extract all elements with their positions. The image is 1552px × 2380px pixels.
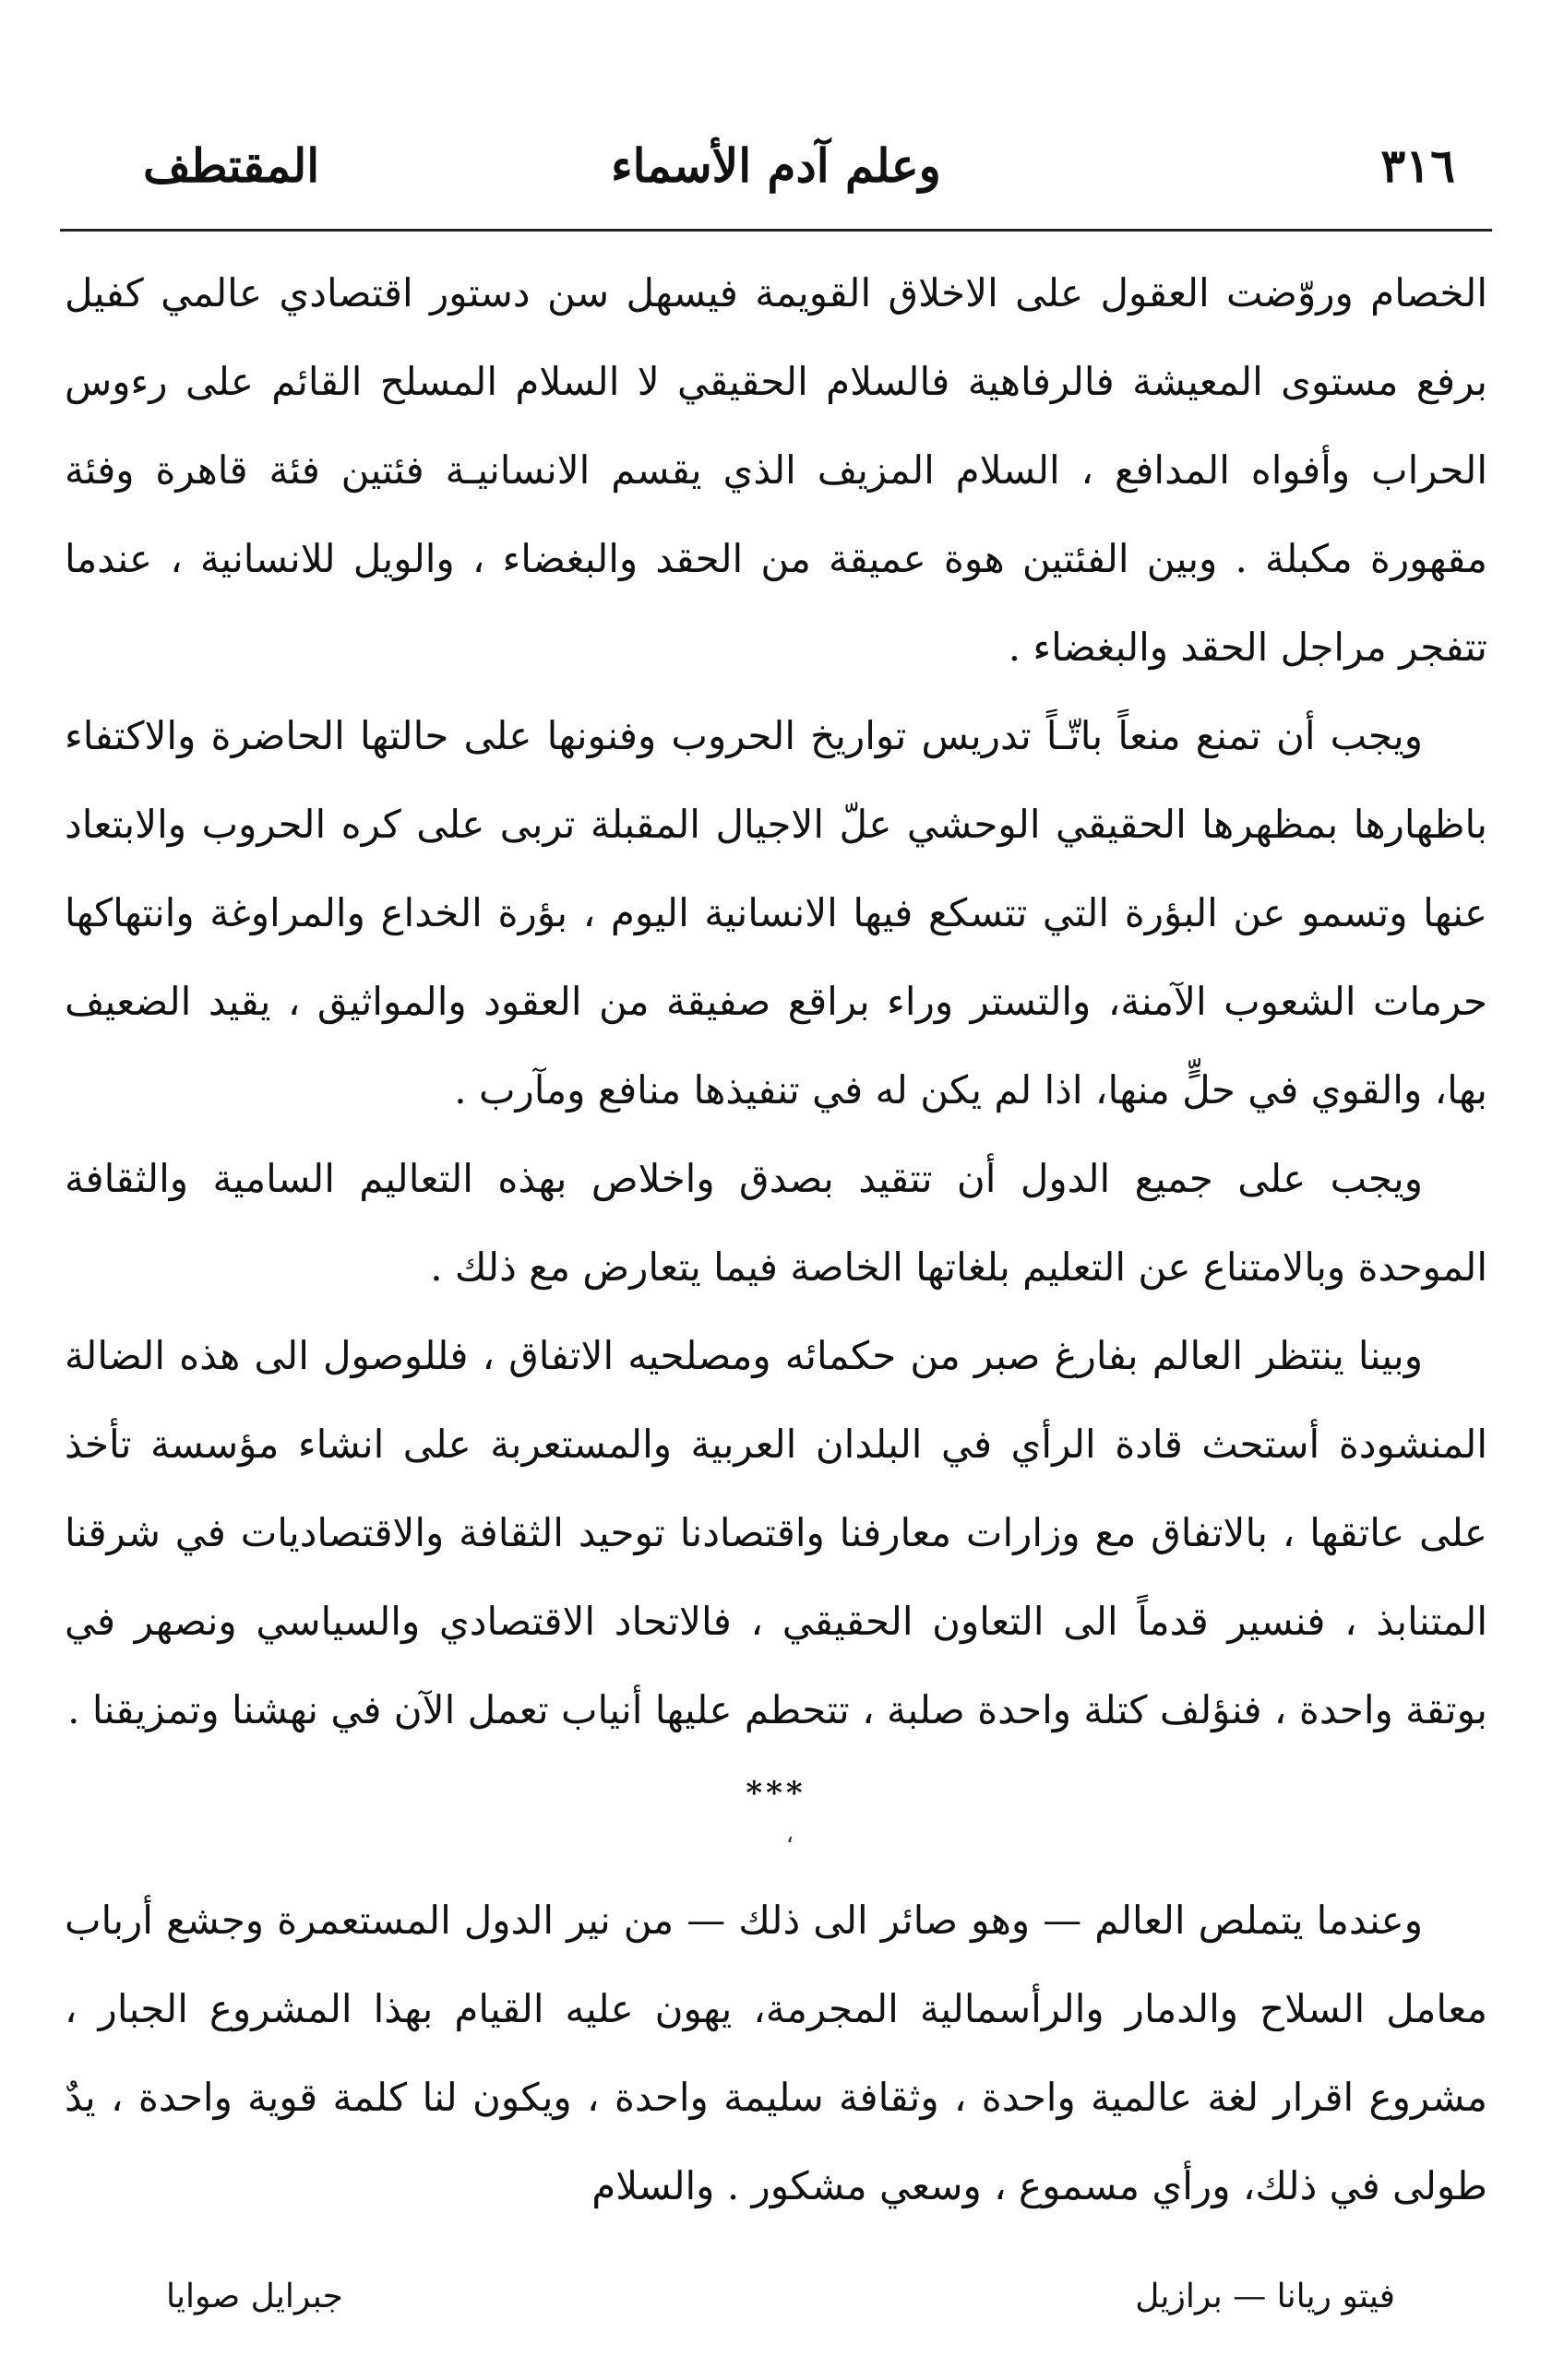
page-header: [60, 129, 1492, 231]
article-body: [65, 249, 1487, 2231]
paragraph: ويجب أن تمنع منعاً باتّـاً تدريس تواريخ الحروب وفنونها على حالتها الحاضرة والاكتفاء باظهارها بمظهرها الحقيقي الوحشي علّ الاجيال المقبلة تربى على كره الحروب والابتعاد عنها وتسمو عن البؤرة التي تتسكع فيها الانسانية اليوم ، بؤرة الخداع والمراوغة وانتهاكها حرمات الشعوب الآمنة، والتستر وراء براقع صفيقة من العقود والمواثيق ، يقيد الضعيف بها، والقوي في حلٍّ منها، اذا لم يكن له في تنفيذها منافع ومآرب .: [65, 713, 1487, 1113]
stray-mark: ،: [785, 1821, 794, 1849]
paragraph: ويجب على جميع الدول أن تتقيد بصدق واخلاص بهذه التعاليم السامية والثقافة الموحدة وبالامتناع عن التعليم بلغاتها الخاصة فيما يتعارض مع ذلك .: [65, 1156, 1487, 1290]
final-paragraph: وعندما يتملص العالم — وهو صائر الى ذلك — من نير الدول المستعمرة وجشع أرباب معامل السلاح والدمار والرأسمالية المجرمة، يهون عليه القيام بهذا المشروع الجبار ، مشروع اقرار لغة عالمية واحدة ، وثقافة سليمة واحدة ، ويكون لنا كلمة قوية واحدة ، يدٌ طولى في ذلك، ورأي مسموع ، وسعي مشكور . والسلام: [65, 1898, 1487, 2208]
header-rule: [60, 229, 1492, 232]
running-title: وعلم آدم الأسماء: [611, 138, 941, 193]
page-number: ٣١٦: [1380, 138, 1455, 193]
paragraph: الخصام وروّضت العقول على الاخلاق القويمة فيسهل سن دستور اقتصادي عالمي كفيل برفع مستوى المعيشة فالرفاهية فالسلام الحقيقي لا السلام المسلح القائم على رءوس الحراب وأفواه المدافع ، السلام المزيف الذي يقسم الانسانيـة فئتين فئة قاهرة وفئة مقهورة مكبلة . وبين الفئتين هوة عميقة من الحقد والبغضاء ، والويل للانسانية ، عندما تتفجر مراجل الحقد والبغضاء .: [65, 270, 1487, 670]
section-separator: ***: [746, 1775, 806, 1812]
signature-author: جبرايل صوايا: [166, 2278, 343, 2315]
paragraph: وبينا ينتظر العالم بفارغ صبر من حكمائه ومصلحيه الاتفاق ، فللوصول الى هذه الضالة المنشودة أستحث قادة الرأي في البلدان العربية والمستعربة على انشاء مؤسسة تأخذ على عاتقها ، بالاتفاق مع وزارات معارفنا واقتصادنا توحيد الثقافة والاقتصاديات في شرقنا المتنابذ ، فنسير قدماً الى التعاون الحقيقي ، فالاتحاد الاقتصادي والسياسي ونصهر في بوتقة واحدة ، فنؤلف كتلة واحدة صلبة ، تتحطم عليها أنياب تعمل الآن في نهشنا وتمزيقنا .: [65, 1333, 1487, 1732]
signature-location: فيتو ريانا — برازيل: [1135, 2278, 1395, 2315]
journal-name: المقتطف: [143, 138, 320, 193]
